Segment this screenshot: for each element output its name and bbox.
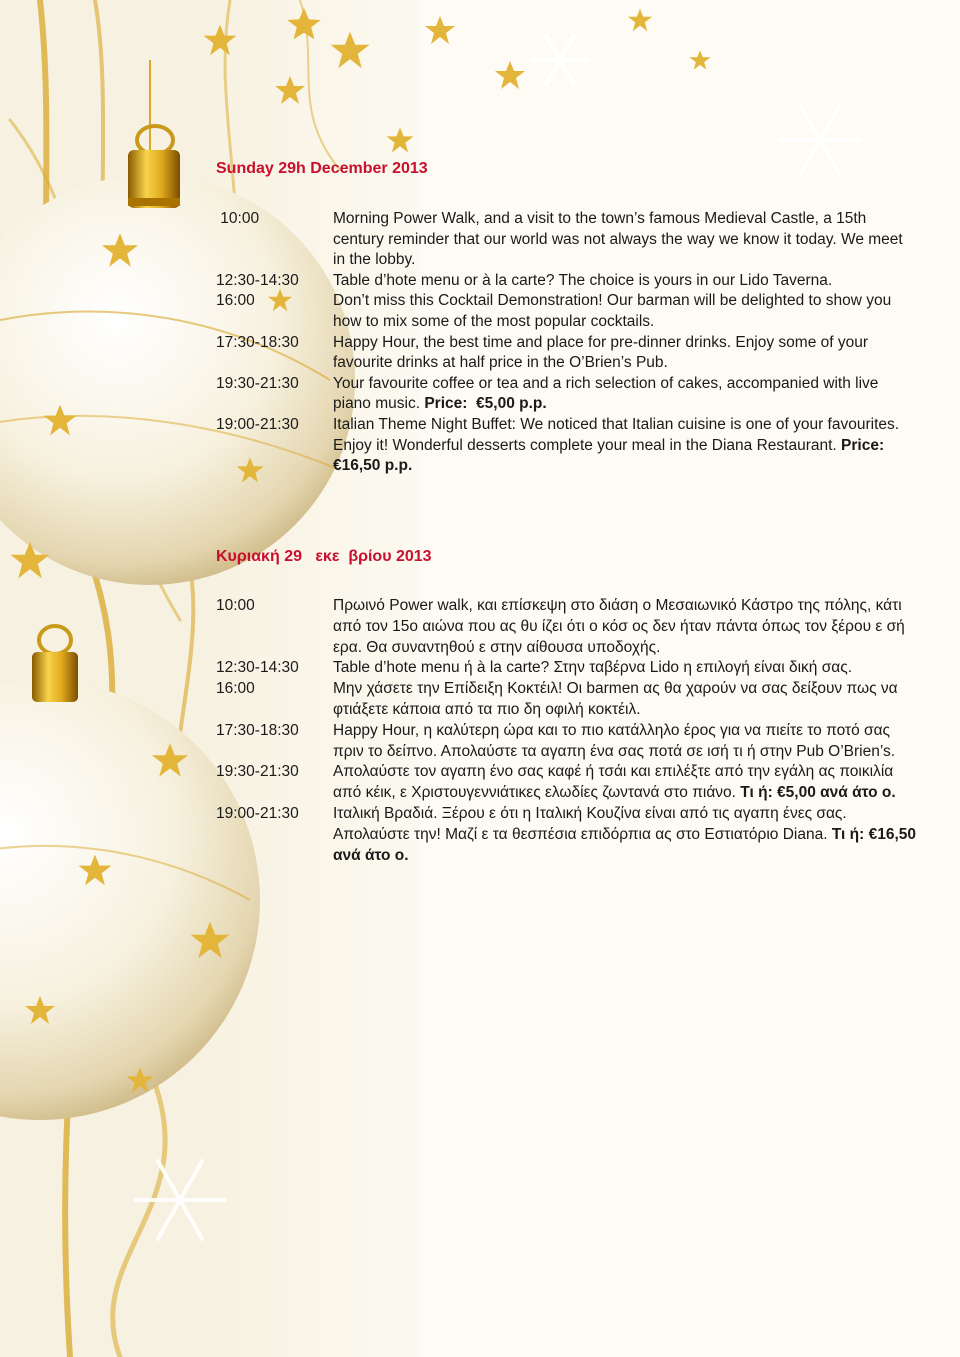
event-price: Price: €16,50 p.p. — [333, 436, 885, 475]
event-text: Απολαύστε τον αγαπη ένο σας καφέ ή τσάι και επιλέξτε από την εγάλη ας ποικιλία από κέικ, ε Χριστουγεννιάτικες ελωδίες ζωντανά στο πιάνο. — [333, 763, 894, 802]
event-row — [216, 271, 916, 292]
event-description — [333, 271, 916, 292]
event-row — [216, 721, 916, 763]
event-text: Morning Power Walk, and a visit to the town’s famous Medieval Castle, a 15th century reminder that our world was not always the way we know it today. We meet in the lobby. — [333, 210, 903, 269]
event-row — [216, 658, 916, 679]
event-price: Τι ή: €5,00 ανά άτο ο. — [740, 784, 896, 802]
event-description — [333, 209, 916, 271]
event-text: Πρωινό Power walk, και επίσκεψη στο διάση ο Μεσαιωνικό Κάστρο της πόλης, κάτι από τον 15ο αιώνα που ας θυ ίζει ότι ο κόσ ος δεν ήταν πάντα όπως τον ξέρου ε σή ερα. Θα συναντηθού ε στην αίθουσα υποδοχής. — [333, 597, 905, 656]
event-time: 12:30-14:30 — [216, 271, 299, 289]
event-text: Table d’hote menu or à la carte? The choice is yours in our Lido Taverna. — [333, 271, 833, 289]
event-row — [216, 291, 916, 332]
event-description — [333, 804, 916, 866]
event-time: 19:00-21:30 — [216, 415, 299, 433]
event-time: 19:30-21:30 — [216, 763, 299, 781]
event-row — [216, 374, 916, 415]
event-description — [333, 374, 916, 415]
event-row — [216, 415, 916, 477]
event-text: Your favourite coffee or tea and a rich selection of cakes, accompanied with live piano music. — [333, 374, 879, 413]
event-row — [216, 333, 916, 374]
greek-events — [216, 596, 916, 866]
event-description — [333, 415, 916, 477]
event-time: 17:30-18:30 — [216, 721, 299, 739]
event-time: 17:30-18:30 — [216, 333, 299, 351]
event-row — [216, 209, 916, 271]
event-description — [333, 291, 916, 332]
english-heading: Sunday 29h December 2013 — [216, 160, 428, 177]
event-description — [333, 333, 916, 374]
event-time: 16:00 — [216, 292, 255, 310]
english-events — [216, 209, 916, 477]
event-text: Happy Hour, the best time and place for pre-dinner drinks. Enjoy some of your favourite drinks at half price in the O’Brien’s Pub. — [333, 333, 869, 372]
event-description — [333, 658, 916, 679]
event-time: 10:00 — [216, 210, 260, 227]
event-price: Price: €5,00 p.p. — [424, 395, 547, 413]
event-price: Τι ή: €16,50 ανά άτο ο. — [333, 825, 916, 864]
event-description — [333, 596, 916, 658]
event-description — [333, 762, 916, 804]
event-time: 19:30-21:30 — [216, 374, 299, 392]
event-row — [216, 596, 916, 658]
event-description — [333, 721, 916, 763]
english-schedule — [216, 160, 916, 477]
greek-schedule — [216, 548, 916, 866]
event-row — [216, 762, 916, 804]
event-time: 10:00 — [216, 597, 255, 614]
event-text: Don’t miss this Cocktail Demonstration! Our barman will be delighted to show you how to mix some of the most popular cocktails. — [333, 292, 892, 330]
event-time: 12:30-14:30 — [216, 659, 299, 677]
event-text: Μην χάσετε την Επίδειξη Κοκτέιλ! Οι barmen ας θα χαρούν να σας δείξουν πως να φτιάξετε κάποια από τα πιο δη οφιλή κοκτέιλ. — [333, 680, 898, 718]
event-row — [216, 804, 916, 866]
event-text: Italian Theme Night Buffet: We noticed that Italian cuisine is one of your favourites. Enjoy it! Wonderful desserts complete your meal in the Diana Restaurant. — [333, 415, 900, 454]
event-time: 19:00-21:30 — [216, 804, 299, 822]
event-time: 16:00 — [216, 680, 255, 698]
event-text: Table d’hote menu ή à la carte? Στην ταβέρνα Lido η επιλογή είναι δική σας. — [333, 659, 853, 677]
greek-heading: Κυριακή 29 εκε βρίου 2013 — [216, 548, 432, 565]
event-row — [216, 679, 916, 721]
event-text: Happy Hour, η καλύτερη ώρα και το πιο κατάλληλο έρος για να πιείτε το ποτό σας πριν το δείπνο. Απολαύστε τα αγαπη ένα σας ποτά σε ισή τι ή στην Pub O’Brien’s. — [333, 721, 896, 760]
event-text: Ιταλική Βραδιά. Ξέρου ε ότι η Ιταλική Κουζίνα είναι από τις αγαπη ένες σας. Απολαύστε την! Μαζί ε τα θεσπέσια επιδόρπια ας στο Εστιατόριο Diana. — [333, 804, 847, 843]
event-description — [333, 679, 916, 721]
